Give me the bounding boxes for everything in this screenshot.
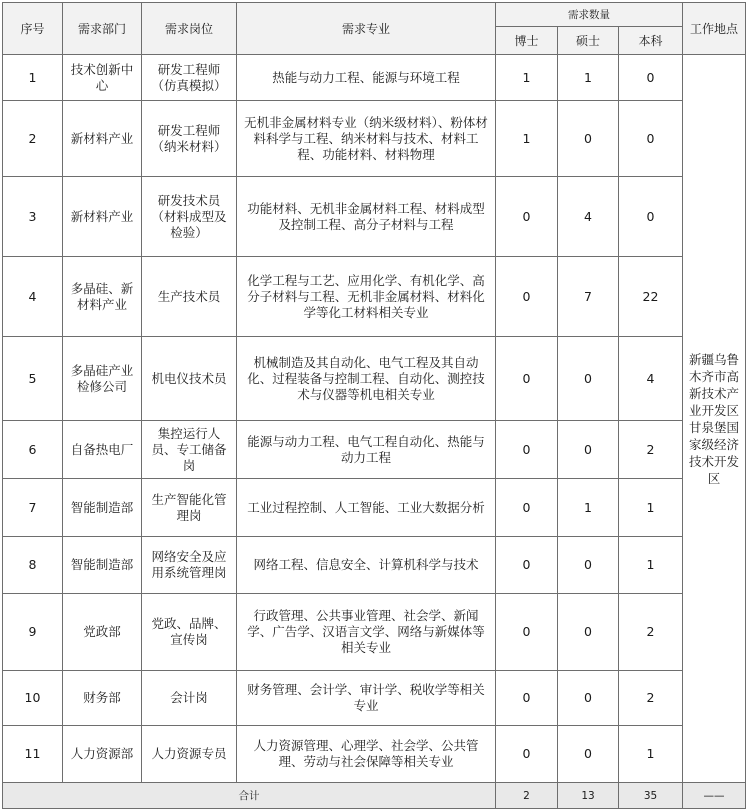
row-dept: 财务部 bbox=[63, 671, 142, 726]
header-no: 序号 bbox=[3, 3, 63, 55]
row-major: 财务管理、会计学、审计学、税收学等相关专业 bbox=[237, 671, 496, 726]
row-no: 8 bbox=[3, 537, 63, 594]
row-master: 0 bbox=[558, 671, 619, 726]
row-no: 9 bbox=[3, 594, 63, 671]
row-bachelor: 1 bbox=[619, 726, 683, 783]
total-phd: 2 bbox=[496, 783, 558, 809]
row-phd: 0 bbox=[496, 671, 558, 726]
row-dept: 人力资源部 bbox=[63, 726, 142, 783]
total-row bbox=[3, 783, 746, 809]
row-major: 网络工程、信息安全、计算机科学与技术 bbox=[237, 537, 496, 594]
table-row bbox=[3, 101, 746, 177]
row-phd: 0 bbox=[496, 337, 558, 421]
header-position: 需求岗位 bbox=[142, 3, 237, 55]
row-no: 1 bbox=[3, 55, 63, 101]
row-bachelor: 0 bbox=[619, 55, 683, 101]
row-major: 能源与动力工程、电气工程自动化、热能与动力工程 bbox=[237, 421, 496, 479]
row-no: 3 bbox=[3, 177, 63, 257]
row-position: 人力资源专员 bbox=[142, 726, 237, 783]
row-phd: 0 bbox=[496, 479, 558, 537]
total-master: 13 bbox=[558, 783, 619, 809]
row-dept: 多晶硅产业检修公司 bbox=[63, 337, 142, 421]
row-dept: 新材料产业 bbox=[63, 177, 142, 257]
row-no: 6 bbox=[3, 421, 63, 479]
row-major: 无机非金属材料专业（纳米级材料）、粉体材料科学与工程、纳米材料与技术、材料工程、功能材料、材料物理 bbox=[237, 101, 496, 177]
total-label: 合计 bbox=[3, 783, 496, 809]
row-phd: 1 bbox=[496, 55, 558, 101]
row-position: 研发工程师（仿真模拟） bbox=[142, 55, 237, 101]
row-no: 2 bbox=[3, 101, 63, 177]
row-bachelor: 0 bbox=[619, 101, 683, 177]
row-master: 0 bbox=[558, 101, 619, 177]
header-phd: 博士 bbox=[496, 27, 558, 55]
row-master: 0 bbox=[558, 337, 619, 421]
row-dept: 自备热电厂 bbox=[63, 421, 142, 479]
row-position: 会计岗 bbox=[142, 671, 237, 726]
table-row bbox=[3, 726, 746, 783]
total-location: —— bbox=[683, 783, 746, 809]
row-master: 0 bbox=[558, 537, 619, 594]
row-major: 行政管理、公共事业管理、社会学、新闻学、广告学、汉语言文学、网络与新媒体等相关专业 bbox=[237, 594, 496, 671]
row-bachelor: 1 bbox=[619, 537, 683, 594]
row-position: 网络安全及应用系统管理岗 bbox=[142, 537, 237, 594]
header-bachelor: 本科 bbox=[619, 27, 683, 55]
table-row bbox=[3, 671, 746, 726]
row-master: 0 bbox=[558, 726, 619, 783]
row-no: 11 bbox=[3, 726, 63, 783]
row-phd: 0 bbox=[496, 421, 558, 479]
row-phd: 0 bbox=[496, 177, 558, 257]
row-dept: 智能制造部 bbox=[63, 537, 142, 594]
table-row bbox=[3, 537, 746, 594]
row-no: 4 bbox=[3, 257, 63, 337]
row-position: 机电仪技术员 bbox=[142, 337, 237, 421]
row-master: 1 bbox=[558, 479, 619, 537]
row-major: 化学工程与工艺、应用化学、有机化学、高分子材料与工程、无机非金属材料、材料化学等化工材料相关专业 bbox=[237, 257, 496, 337]
table-row bbox=[3, 421, 746, 479]
header-dept: 需求部门 bbox=[63, 3, 142, 55]
row-master: 1 bbox=[558, 55, 619, 101]
row-position: 研发工程师（纳米材料） bbox=[142, 101, 237, 177]
row-bachelor: 22 bbox=[619, 257, 683, 337]
row-dept: 技术创新中心 bbox=[63, 55, 142, 101]
header-master: 硕士 bbox=[558, 27, 619, 55]
header-location: 工作地点 bbox=[683, 3, 746, 55]
row-bachelor: 1 bbox=[619, 479, 683, 537]
row-phd: 0 bbox=[496, 537, 558, 594]
row-master: 0 bbox=[558, 594, 619, 671]
row-dept: 多晶硅、新材料产业 bbox=[63, 257, 142, 337]
row-bachelor: 2 bbox=[619, 671, 683, 726]
row-phd: 1 bbox=[496, 101, 558, 177]
row-position: 生产智能化管理岗 bbox=[142, 479, 237, 537]
row-no: 10 bbox=[3, 671, 63, 726]
row-master: 7 bbox=[558, 257, 619, 337]
row-major: 功能材料、无机非金属材料工程、材料成型及控制工程、高分子材料与工程 bbox=[237, 177, 496, 257]
recruitment-table bbox=[2, 2, 746, 809]
table-row bbox=[3, 479, 746, 537]
row-master: 0 bbox=[558, 421, 619, 479]
table-row bbox=[3, 55, 746, 101]
row-dept: 智能制造部 bbox=[63, 479, 142, 537]
row-major: 人力资源管理、心理学、社会学、公共管理、劳动与社会保障等相关专业 bbox=[237, 726, 496, 783]
row-major: 热能与动力工程、能源与环境工程 bbox=[237, 55, 496, 101]
row-major: 机械制造及其自动化、电气工程及其自动化、过程装备与控制工程、自动化、测控技术与仪器等机电相关专业 bbox=[237, 337, 496, 421]
row-master: 4 bbox=[558, 177, 619, 257]
row-bachelor: 2 bbox=[619, 421, 683, 479]
table-row bbox=[3, 177, 746, 257]
row-dept: 党政部 bbox=[63, 594, 142, 671]
header-major: 需求专业 bbox=[237, 3, 496, 55]
row-phd: 0 bbox=[496, 257, 558, 337]
row-no: 7 bbox=[3, 479, 63, 537]
work-location: 新疆乌鲁木齐市高新技术产业开发区甘泉堡国家级经济技术开发区 bbox=[683, 55, 746, 783]
header-count-group: 需求数量 bbox=[496, 3, 683, 27]
table-row bbox=[3, 337, 746, 421]
row-phd: 0 bbox=[496, 594, 558, 671]
row-phd: 0 bbox=[496, 726, 558, 783]
row-position: 党政、品牌、宣传岗 bbox=[142, 594, 237, 671]
row-position: 生产技术员 bbox=[142, 257, 237, 337]
row-position: 研发技术员（材料成型及检验） bbox=[142, 177, 237, 257]
row-bachelor: 2 bbox=[619, 594, 683, 671]
table-row bbox=[3, 257, 746, 337]
row-bachelor: 4 bbox=[619, 337, 683, 421]
row-bachelor: 0 bbox=[619, 177, 683, 257]
row-major: 工业过程控制、人工智能、工业大数据分析 bbox=[237, 479, 496, 537]
row-position: 集控运行人员、专工储备岗 bbox=[142, 421, 237, 479]
row-dept: 新材料产业 bbox=[63, 101, 142, 177]
row-no: 5 bbox=[3, 337, 63, 421]
total-bachelor: 35 bbox=[619, 783, 683, 809]
table-row bbox=[3, 594, 746, 671]
